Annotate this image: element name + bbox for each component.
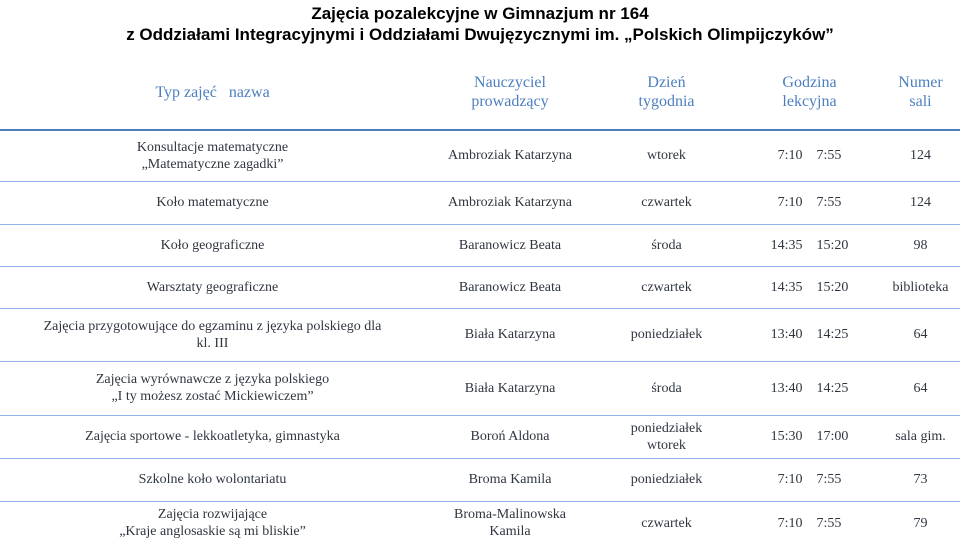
cell-typ-nazwa-line: „I ty możesz zostać Mickiewiczem” xyxy=(111,389,314,404)
header-dzien xyxy=(595,55,738,130)
cell-dzien-line: poniedziałek xyxy=(630,420,703,436)
cell-typ-nazwa-line: Koło matematyczne xyxy=(156,195,269,210)
header-sala xyxy=(881,55,960,130)
cell-nauczyciel xyxy=(425,308,595,361)
godzina-do: 7:55 xyxy=(816,148,842,164)
godzina-od: 14:35 xyxy=(770,237,803,253)
table-row xyxy=(0,224,960,266)
cell-nauczyciel-line: Kamila xyxy=(489,524,531,540)
title-line-2: z Oddziałami Integracyjnymi i Oddziałami Dwujęzycznymi im. „Polskich Olimpijczyków” xyxy=(126,25,834,44)
header-sala-line-2: sali xyxy=(909,93,932,110)
header-sala-line-1: Numer xyxy=(898,74,943,91)
godzina-do: 15:20 xyxy=(816,237,849,253)
header-typ-nazwa xyxy=(0,55,425,130)
godzina-do: 7:55 xyxy=(816,195,842,210)
header-row xyxy=(0,55,960,130)
godzina-od: 14:35 xyxy=(770,279,803,295)
cell-nauczyciel xyxy=(425,415,595,458)
table-body xyxy=(0,130,960,545)
cell-typ-nazwa-line: Warsztaty geograficzne xyxy=(146,279,279,295)
godzina-do: 14:25 xyxy=(816,327,849,342)
header-nauczyciel-line-2: prowadzący xyxy=(471,93,549,110)
table-row xyxy=(0,458,960,501)
cell-nauczyciel xyxy=(425,458,595,501)
cell-sala: 124 xyxy=(910,148,931,164)
cell-dzien xyxy=(595,308,738,361)
header-dzien-line-2: tygodnia xyxy=(638,93,695,110)
cell-typ-nazwa xyxy=(0,361,425,415)
schedule-table xyxy=(0,55,960,545)
cell-nauczyciel-line: Ambroziak Katarzyna xyxy=(448,195,572,210)
cell-dzien-line: wtorek xyxy=(647,437,686,453)
cell-godzina xyxy=(738,224,881,266)
cell-nauczyciel-line: Biała Katarzyna xyxy=(464,380,556,396)
cell-dzien-line: środa xyxy=(651,237,682,253)
godzina-od: 13:40 xyxy=(770,380,803,396)
godzina-od: 7:10 xyxy=(777,195,803,210)
cell-sala: 73 xyxy=(913,472,928,487)
cell-dzien-line: czwartek xyxy=(641,195,692,210)
cell-dzien-line: środa xyxy=(651,380,682,396)
cell-sala: 124 xyxy=(910,195,931,210)
cell-typ-nazwa-line: „Kraje anglosaskie są mi bliskie” xyxy=(119,524,306,540)
cell-typ-nazwa xyxy=(0,458,425,501)
cell-nauczyciel xyxy=(425,501,595,545)
cell-godzina xyxy=(738,458,881,501)
cell-godzina xyxy=(738,308,881,361)
table-row xyxy=(0,361,960,415)
godzina-do: 15:20 xyxy=(816,279,849,295)
cell-sala: sala gim. xyxy=(895,429,946,444)
cell-sala: biblioteka xyxy=(892,279,949,295)
cell-sala: 64 xyxy=(913,380,928,396)
cell-dzien xyxy=(595,458,738,501)
cell-dzien xyxy=(595,130,738,181)
cell-godzina xyxy=(738,266,881,308)
godzina-od: 13:40 xyxy=(770,327,803,342)
table-header xyxy=(0,55,960,130)
cell-sala: 79 xyxy=(913,515,928,531)
table-row xyxy=(0,130,960,181)
cell-nauczyciel xyxy=(425,266,595,308)
godzina-od: 7:10 xyxy=(777,148,803,164)
header-nauczyciel xyxy=(425,55,595,130)
godzina-do: 17:00 xyxy=(816,429,849,444)
cell-nauczyciel-line: Baranowicz Beata xyxy=(458,279,562,295)
godzina-do: 7:55 xyxy=(816,515,842,531)
godzina-od: 7:10 xyxy=(777,472,803,487)
header-godzina xyxy=(738,55,881,130)
title-line-1: Zajęcia pozalekcyjne w Gimnazjum nr 164 xyxy=(311,4,649,23)
table-row xyxy=(0,181,960,224)
cell-typ-nazwa-line: Zajęcia wyrównawcze z języka polskiego xyxy=(95,372,330,387)
header-godzina-line-1: Godzina xyxy=(782,74,837,91)
header-dzien-line-1: Dzień xyxy=(647,74,686,91)
header-typ-label: Typ zajęć xyxy=(155,83,217,101)
godzina-do: 14:25 xyxy=(816,380,849,396)
cell-nauczyciel xyxy=(425,361,595,415)
cell-dzien xyxy=(595,181,738,224)
godzina-od: 15:30 xyxy=(770,429,803,444)
cell-sala: 98 xyxy=(913,237,928,253)
cell-nauczyciel-line: Ambroziak Katarzyna xyxy=(448,148,572,164)
cell-dzien-line: poniedziałek xyxy=(630,327,703,342)
cell-nauczyciel xyxy=(425,181,595,224)
cell-dzien xyxy=(595,224,738,266)
cell-typ-nazwa-line: Zajęcia przygotowujące do egzaminu z języka polskiego dla xyxy=(43,318,382,334)
table-row xyxy=(0,501,960,545)
cell-dzien xyxy=(595,266,738,308)
cell-nauczyciel-line: Baranowicz Beata xyxy=(458,237,562,253)
header-nazwa-label: nazwa xyxy=(228,83,270,101)
cell-nauczyciel-line: Boroń Aldona xyxy=(470,429,550,444)
cell-typ-nazwa-line: Koło geograficzne xyxy=(160,237,265,253)
cell-typ-nazwa xyxy=(0,501,425,545)
cell-godzina xyxy=(738,181,881,224)
cell-typ-nazwa-line: Zajęcia rozwijające xyxy=(157,507,268,523)
table-row xyxy=(0,308,960,361)
cell-sala: 64 xyxy=(913,327,928,342)
cell-typ-nazwa-line: kl. III xyxy=(196,335,229,351)
cell-typ-nazwa-line: Konsultacje matematyczne xyxy=(136,139,289,155)
cell-typ-nazwa xyxy=(0,266,425,308)
cell-typ-nazwa xyxy=(0,224,425,266)
header-godzina-line-2: lekcyjna xyxy=(782,93,837,110)
cell-typ-nazwa xyxy=(0,415,425,458)
cell-dzien-line: czwartek xyxy=(641,515,692,531)
cell-typ-nazwa-line: Zajęcia sportowe - lekkoatletyka, gimnastyka xyxy=(85,429,340,444)
godzina-od: 7:10 xyxy=(777,515,803,531)
cell-typ-nazwa xyxy=(0,308,425,361)
cell-nauczyciel-line: Biała Katarzyna xyxy=(464,327,556,342)
cell-typ-nazwa-line: „Matematyczne zagadki” xyxy=(141,156,284,172)
cell-dzien xyxy=(595,415,738,458)
cell-godzina xyxy=(738,361,881,415)
cell-godzina xyxy=(738,130,881,181)
cell-nauczyciel-line: Broma Kamila xyxy=(468,472,552,487)
godzina-do: 7:55 xyxy=(816,472,842,487)
cell-typ-nazwa xyxy=(0,181,425,224)
cell-typ-nazwa xyxy=(0,130,425,181)
cell-dzien-line: wtorek xyxy=(647,148,686,164)
cell-nauczyciel-line: Broma-Malinowska xyxy=(454,507,566,523)
cell-dzien-line: poniedziałek xyxy=(630,472,703,487)
cell-dzien xyxy=(595,501,738,545)
cell-dzien-line: czwartek xyxy=(641,279,692,295)
cell-nauczyciel xyxy=(425,130,595,181)
cell-godzina xyxy=(738,501,881,545)
document-title xyxy=(0,0,960,55)
cell-godzina xyxy=(738,415,881,458)
header-nauczyciel-line-1: Nauczyciel xyxy=(474,74,546,91)
cell-dzien xyxy=(595,361,738,415)
table-row xyxy=(0,266,960,308)
cell-typ-nazwa-line: Szkolne koło wolontariatu xyxy=(138,472,287,487)
cell-nauczyciel xyxy=(425,224,595,266)
table-row xyxy=(0,415,960,458)
